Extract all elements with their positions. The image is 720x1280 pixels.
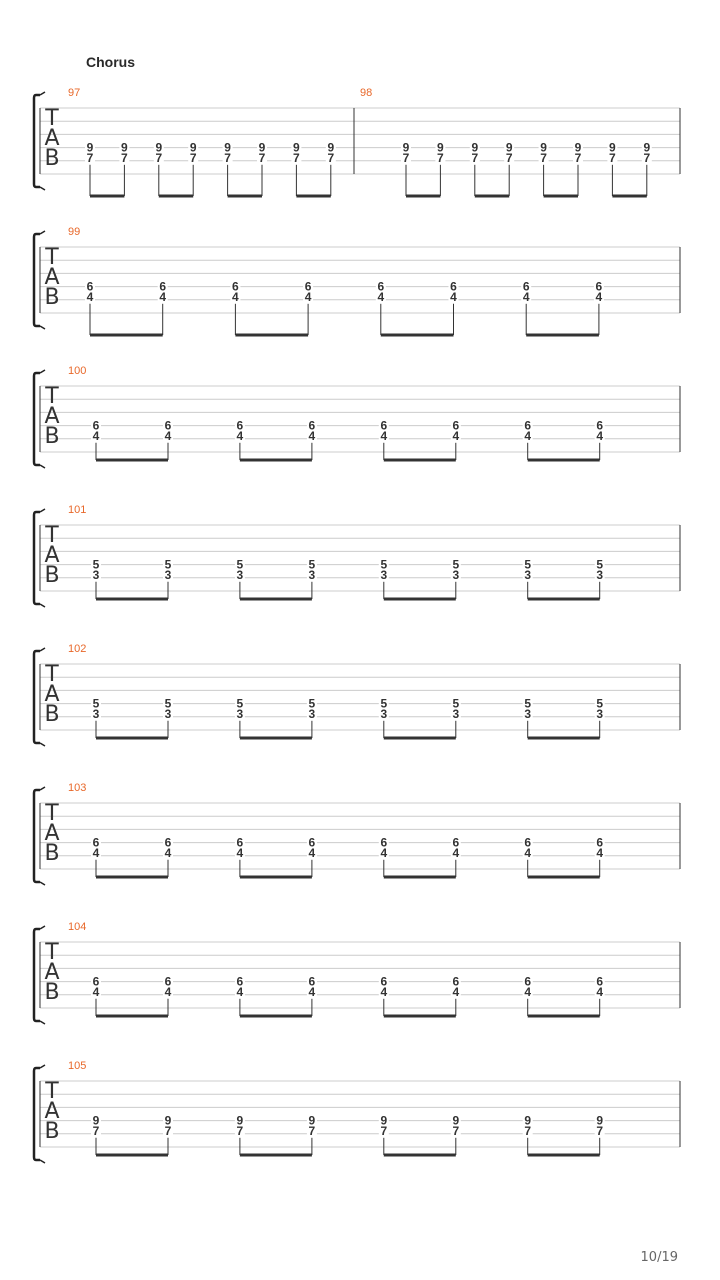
- fret-number: 4: [524, 984, 532, 999]
- fret-number: 7: [402, 150, 410, 165]
- fret-number: 6: [524, 974, 532, 989]
- tab-clef-letter: B: [44, 424, 60, 449]
- fret-number: 4: [595, 289, 603, 304]
- measure-number: 99: [68, 226, 81, 238]
- fret-number: 3: [452, 567, 460, 582]
- fret-number: 6: [450, 279, 457, 294]
- fret-number: 4: [452, 845, 460, 860]
- fret-number: 5: [308, 696, 316, 711]
- fret-number: 6: [452, 835, 460, 850]
- fret-number: 4: [232, 289, 239, 304]
- fret-number: 5: [380, 557, 388, 572]
- fret-number: 4: [159, 289, 167, 304]
- tab-clef-letter: T: [45, 384, 59, 409]
- system-bracket: [34, 929, 40, 1021]
- measure-number: 104: [68, 921, 87, 933]
- fret-number: 6: [596, 835, 604, 850]
- bracket-bottom-hook: [40, 326, 45, 329]
- fret-number: 4: [164, 984, 172, 999]
- bracket-top-hook: [40, 926, 45, 929]
- measure-number: 105: [68, 1060, 87, 1072]
- section-title: Chorus: [86, 54, 135, 70]
- fret-number: 6: [308, 835, 316, 850]
- fret-number: 4: [452, 984, 460, 999]
- fret-number: 9: [437, 140, 444, 155]
- fret-number: 4: [524, 845, 532, 860]
- fret-number: 4: [308, 984, 316, 999]
- fret-number: 9: [643, 140, 651, 155]
- fret-number: 4: [596, 428, 604, 443]
- fret-number: 9: [92, 1113, 100, 1128]
- fret-number: 9: [380, 1113, 388, 1128]
- measure-number: 103: [68, 782, 87, 794]
- fret-number: 4: [92, 984, 100, 999]
- fret-number: 5: [596, 557, 604, 572]
- bracket-top-hook: [40, 1065, 45, 1068]
- fret-number: 7: [258, 150, 266, 165]
- system-bracket: [34, 651, 40, 743]
- bracket-bottom-hook: [40, 465, 45, 468]
- fret-number: 6: [380, 835, 388, 850]
- fret-number: 7: [609, 150, 616, 165]
- fret-number: 4: [86, 289, 94, 304]
- fret-number: 6: [236, 835, 244, 850]
- fret-number: 7: [189, 150, 197, 165]
- fret-number: 6: [595, 279, 603, 294]
- fret-number: 4: [377, 289, 385, 304]
- fret-number: 3: [92, 567, 100, 582]
- fret-number: 9: [540, 140, 547, 155]
- fret-number: 3: [380, 706, 388, 721]
- system-bracket: [34, 790, 40, 882]
- fret-number: 6: [524, 835, 532, 850]
- fret-number: 9: [524, 1113, 532, 1128]
- bracket-top-hook: [40, 509, 45, 512]
- fret-number: 7: [86, 150, 94, 165]
- fret-number: 3: [596, 567, 604, 582]
- bracket-top-hook: [40, 231, 45, 234]
- fret-number: 3: [524, 567, 532, 582]
- fret-number: 5: [92, 557, 100, 572]
- fret-number: 6: [236, 974, 244, 989]
- fret-number: 4: [304, 289, 312, 304]
- fret-number: 6: [308, 974, 316, 989]
- fret-number: 5: [308, 557, 316, 572]
- fret-number: 5: [596, 696, 604, 711]
- bracket-bottom-hook: [40, 743, 45, 746]
- tab-clef-letter: T: [45, 1079, 59, 1104]
- tab-clef-letter: T: [45, 801, 59, 826]
- page-number: 10/19: [640, 1250, 678, 1265]
- fret-number: 4: [236, 428, 244, 443]
- fret-number: 5: [236, 557, 244, 572]
- tab-clef-letter: A: [44, 960, 60, 985]
- fret-number: 9: [471, 140, 479, 155]
- fret-number: 7: [452, 1123, 460, 1138]
- fret-number: 6: [304, 279, 312, 294]
- measure-number: 100: [68, 365, 87, 377]
- fret-number: 9: [327, 140, 335, 155]
- fret-number: 6: [308, 418, 316, 433]
- fret-number: 7: [380, 1123, 388, 1138]
- bracket-bottom-hook: [40, 1160, 45, 1163]
- tab-clef-letter: B: [44, 841, 60, 866]
- fret-number: 5: [164, 557, 172, 572]
- measure-number: 98: [360, 87, 373, 99]
- fret-number: 7: [437, 150, 444, 165]
- fret-number: 5: [452, 557, 460, 572]
- tab-clef-letter: B: [44, 702, 60, 727]
- fret-number: 6: [164, 835, 172, 850]
- fret-number: 9: [402, 140, 410, 155]
- fret-number: 4: [450, 289, 457, 304]
- fret-number: 9: [155, 140, 163, 155]
- fret-number: 5: [524, 696, 532, 711]
- fret-number: 6: [524, 418, 532, 433]
- measure-number: 101: [68, 504, 87, 516]
- fret-number: 4: [308, 428, 316, 443]
- tab-clef-letter: A: [44, 265, 60, 290]
- fret-number: 6: [380, 418, 388, 433]
- fret-number: 9: [574, 140, 582, 155]
- fret-number: 9: [236, 1113, 244, 1128]
- fret-number: 9: [452, 1113, 460, 1128]
- fret-number: 3: [596, 706, 604, 721]
- fret-number: 9: [189, 140, 197, 155]
- fret-number: 3: [308, 567, 316, 582]
- fret-number: 5: [164, 696, 172, 711]
- bracket-top-hook: [40, 370, 45, 373]
- bracket-bottom-hook: [40, 882, 45, 885]
- system-bracket: [34, 512, 40, 604]
- tab-clef-letter: T: [45, 940, 59, 965]
- system-bracket: [34, 95, 40, 187]
- fret-number: 6: [92, 835, 100, 850]
- tab-clef-letter: T: [45, 523, 59, 548]
- tab-clef-letter: A: [44, 821, 60, 846]
- bracket-bottom-hook: [40, 604, 45, 607]
- system-bracket: [34, 373, 40, 465]
- measure-number: 102: [68, 643, 87, 655]
- fret-number: 3: [308, 706, 316, 721]
- fret-number: 9: [596, 1113, 604, 1128]
- bracket-top-hook: [40, 787, 45, 790]
- fret-number: 7: [471, 150, 479, 165]
- system-bracket: [34, 1068, 40, 1160]
- fret-number: 6: [596, 418, 604, 433]
- fret-number: 9: [609, 140, 616, 155]
- fret-number: 7: [540, 150, 547, 165]
- fret-number: 3: [380, 567, 388, 582]
- tab-clef-letter: A: [44, 126, 60, 151]
- fret-number: 9: [258, 140, 266, 155]
- fret-number: 4: [452, 428, 460, 443]
- fret-number: 3: [452, 706, 460, 721]
- bracket-bottom-hook: [40, 187, 45, 190]
- fret-number: 4: [92, 428, 100, 443]
- fret-number: 9: [224, 140, 231, 155]
- tab-clef-letter: A: [44, 1099, 60, 1124]
- measure-number: 97: [68, 87, 81, 99]
- tab-clef-letter: B: [44, 146, 60, 171]
- fret-number: 6: [232, 279, 239, 294]
- tab-clef-letter: B: [44, 1119, 60, 1144]
- fret-number: 5: [452, 696, 460, 711]
- tab-clef-letter: A: [44, 543, 60, 568]
- fret-number: 7: [574, 150, 582, 165]
- fret-number: 4: [596, 845, 604, 860]
- fret-number: 5: [92, 696, 100, 711]
- fret-number: 9: [308, 1113, 316, 1128]
- fret-number: 6: [86, 279, 94, 294]
- fret-number: 9: [293, 140, 300, 155]
- fret-number: 7: [308, 1123, 316, 1138]
- fret-number: 3: [164, 706, 172, 721]
- fret-number: 7: [293, 150, 300, 165]
- fret-number: 7: [224, 150, 231, 165]
- bracket-top-hook: [40, 92, 45, 95]
- fret-number: 3: [236, 567, 244, 582]
- tab-clef-letter: T: [45, 245, 59, 270]
- fret-number: 4: [236, 984, 244, 999]
- tab-clef-letter: B: [44, 980, 60, 1005]
- fret-number: 6: [92, 974, 100, 989]
- fret-number: 7: [643, 150, 651, 165]
- fret-number: 6: [596, 974, 604, 989]
- fret-number: 7: [524, 1123, 532, 1138]
- system-bracket: [34, 234, 40, 326]
- tab-clef-letter: A: [44, 682, 60, 707]
- fret-number: 4: [164, 845, 172, 860]
- fret-number: 6: [452, 418, 460, 433]
- fret-number: 3: [524, 706, 532, 721]
- fret-number: 4: [522, 289, 530, 304]
- fret-number: 7: [155, 150, 163, 165]
- fret-number: 4: [596, 984, 604, 999]
- fret-number: 7: [596, 1123, 604, 1138]
- tab-clef-letter: B: [44, 563, 60, 588]
- fret-number: 4: [164, 428, 172, 443]
- fret-number: 7: [121, 150, 128, 165]
- fret-number: 5: [380, 696, 388, 711]
- tab-clef-letter: T: [45, 662, 59, 687]
- fret-number: 9: [121, 140, 128, 155]
- fret-number: 4: [524, 428, 532, 443]
- tab-clef-letter: T: [45, 106, 59, 131]
- fret-number: 9: [505, 140, 513, 155]
- fret-number: 3: [92, 706, 100, 721]
- fret-number: 6: [452, 974, 460, 989]
- fret-number: 6: [380, 974, 388, 989]
- fret-number: 9: [86, 140, 94, 155]
- fret-number: 4: [92, 845, 100, 860]
- fret-number: 7: [505, 150, 513, 165]
- fret-number: 6: [159, 279, 167, 294]
- fret-number: 4: [380, 984, 388, 999]
- fret-number: 9: [164, 1113, 172, 1128]
- fret-number: 3: [164, 567, 172, 582]
- fret-number: 6: [164, 974, 172, 989]
- fret-number: 5: [236, 696, 244, 711]
- fret-number: 7: [327, 150, 335, 165]
- fret-number: 4: [236, 845, 244, 860]
- bracket-bottom-hook: [40, 1021, 45, 1024]
- fret-number: 4: [380, 845, 388, 860]
- fret-number: 4: [308, 845, 316, 860]
- fret-number: 6: [164, 418, 172, 433]
- tab-clef-letter: A: [44, 404, 60, 429]
- fret-number: 3: [236, 706, 244, 721]
- fret-number: 7: [236, 1123, 244, 1138]
- fret-number: 6: [236, 418, 244, 433]
- fret-number: 6: [92, 418, 100, 433]
- fret-number: 6: [522, 279, 530, 294]
- bracket-top-hook: [40, 648, 45, 651]
- fret-number: 7: [164, 1123, 172, 1138]
- tab-clef-letter: B: [44, 285, 60, 310]
- fret-number: 6: [377, 279, 385, 294]
- fret-number: 4: [380, 428, 388, 443]
- fret-number: 7: [92, 1123, 100, 1138]
- fret-number: 5: [524, 557, 532, 572]
